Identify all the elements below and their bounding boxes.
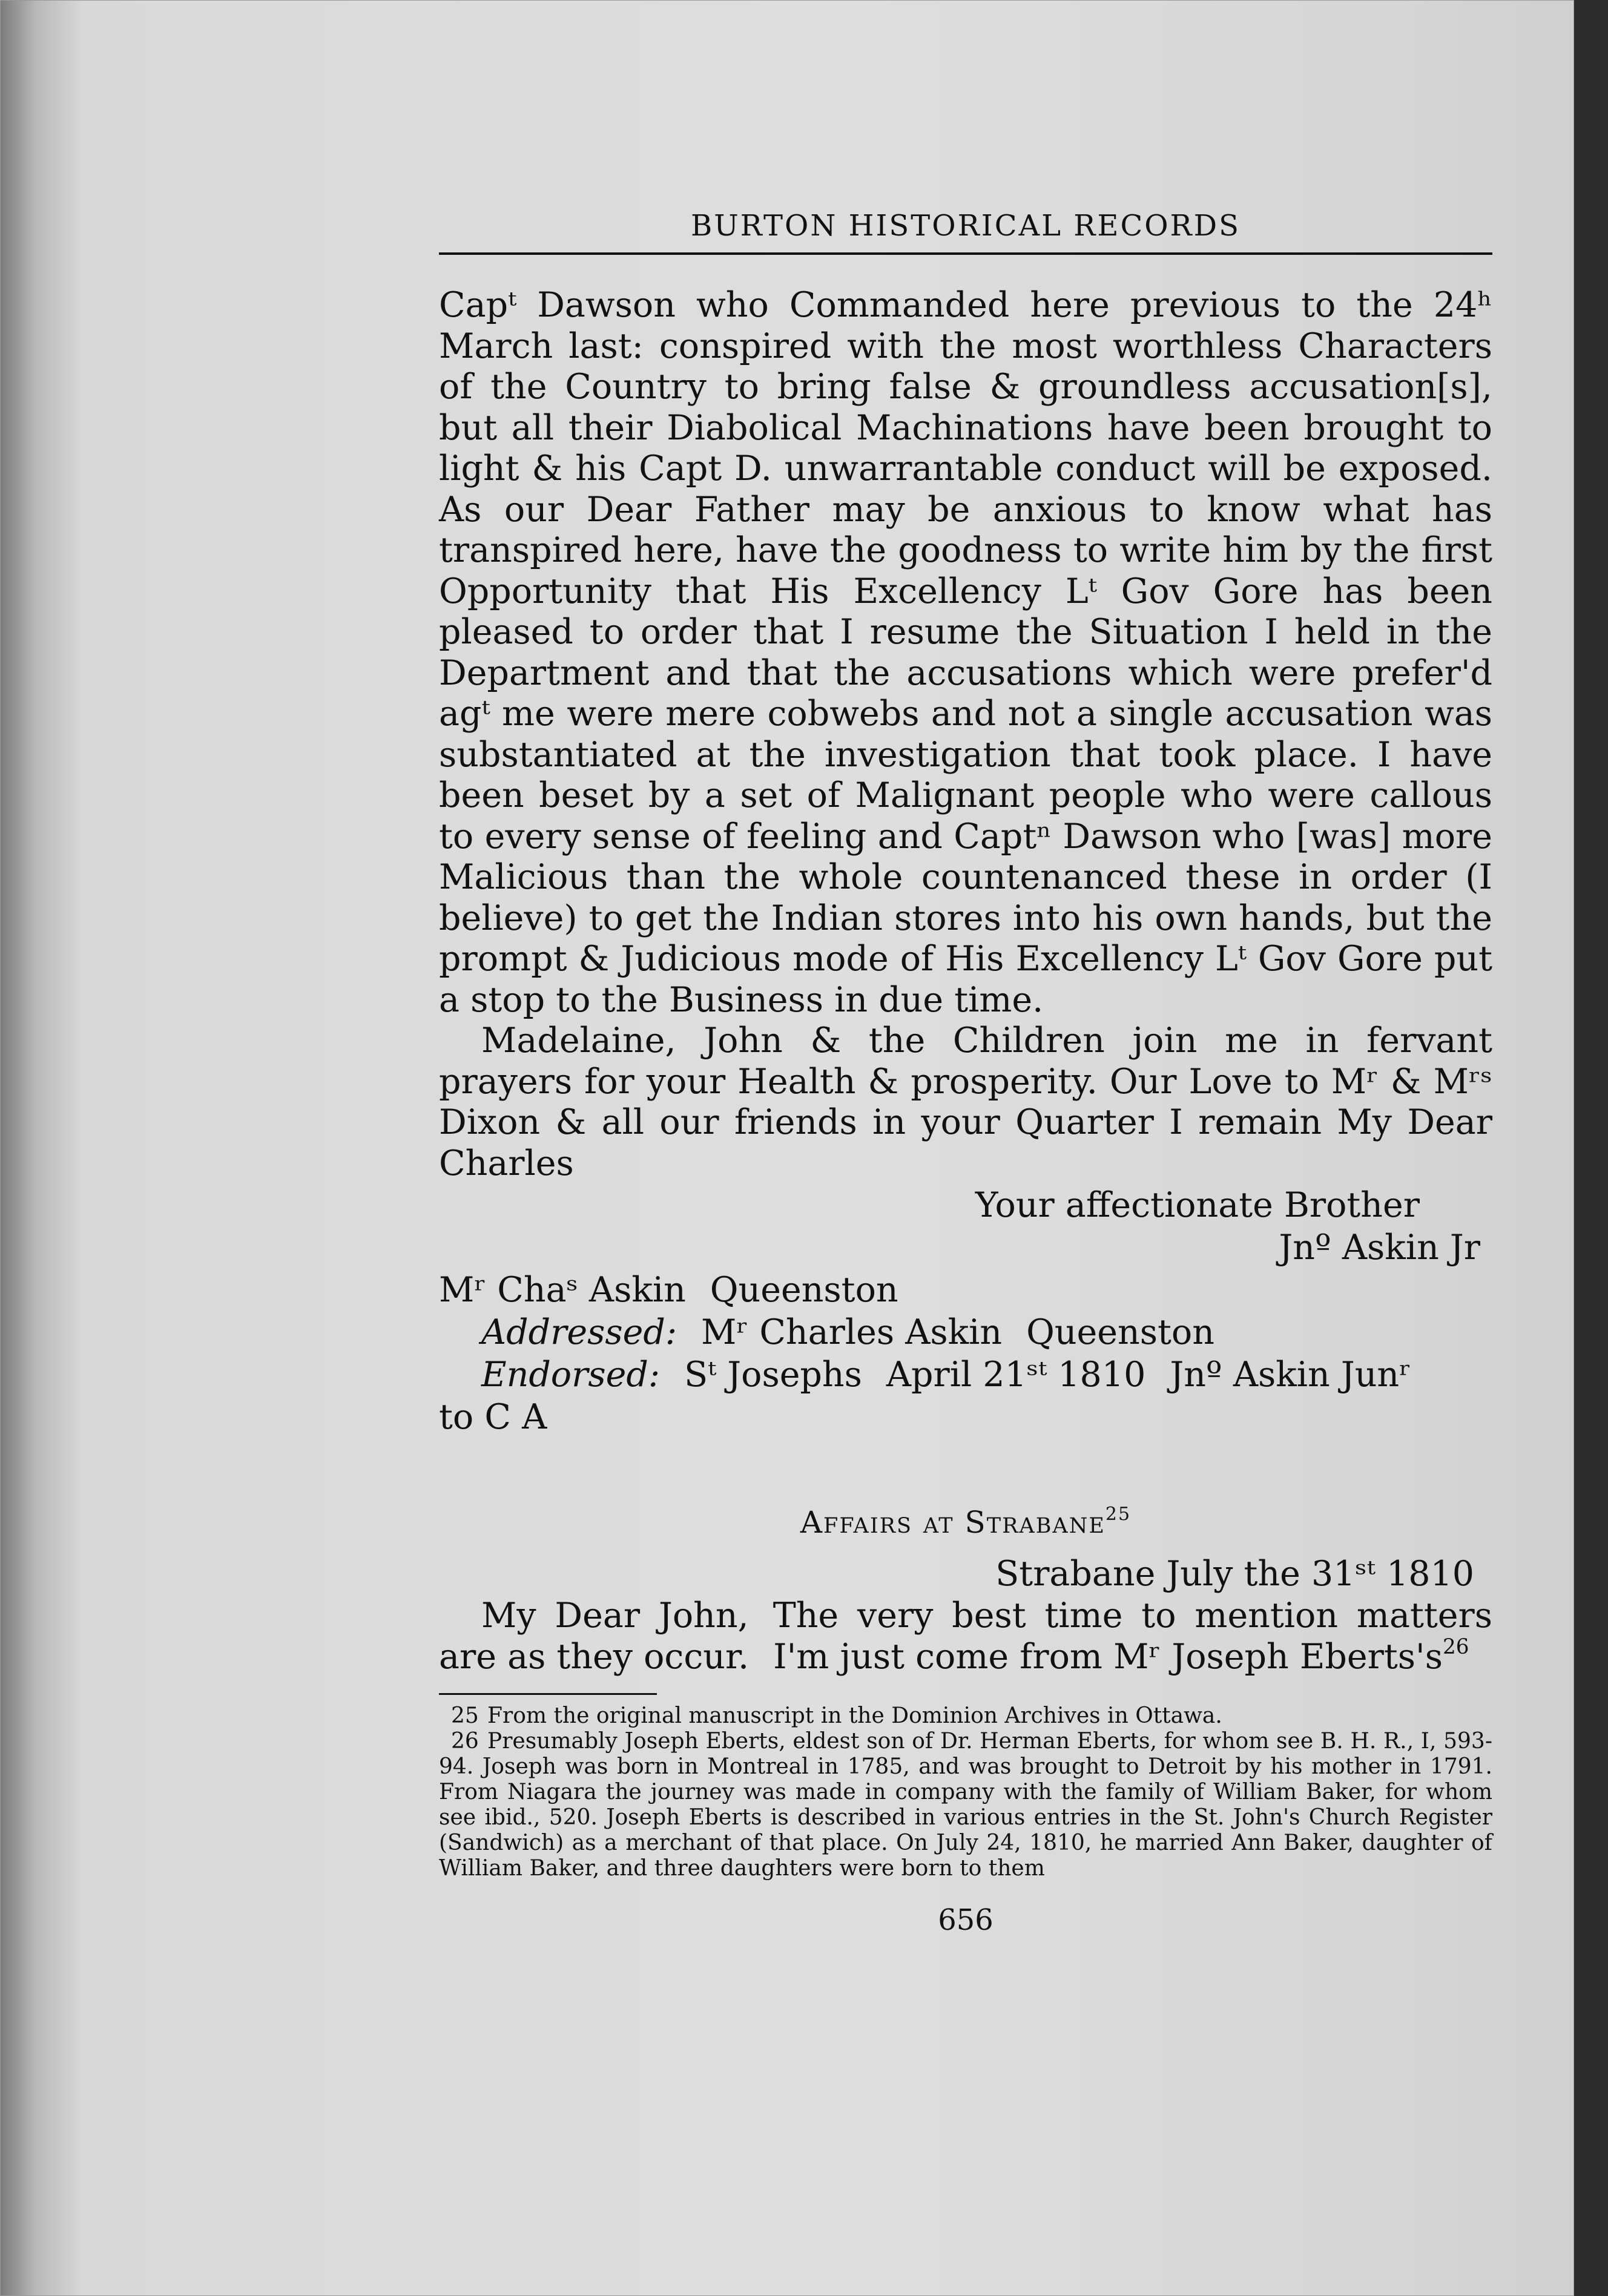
page-number: 656 (938, 1903, 993, 1937)
text-block (439, 209, 1492, 1937)
addressed-label: Addressed: (481, 1312, 677, 1352)
section-note-ref: 25 (1105, 1504, 1132, 1525)
endorsed-place: Sᵗ Josephs (684, 1355, 862, 1395)
endorsed-date: April 21ˢᵗ 1810 (886, 1355, 1146, 1395)
footnote-rule (439, 1693, 657, 1695)
footnote-text: Presumably Joseph Eberts, eldest son of Dr. Herman Eberts, for whom see B. H. R., I, 593-94. Joseph was born in Montreal in 1785, and was brought to Detroit by his mother in 1791. From Niagara the journey was made in company with the family of William Baker, for whom see ibid., 520. Joseph Eberts is described in various entries in the St. John's Church Register (Sandwich) as a merchant of that place. On July 24, 1810, he married Ann Baker, daughter of William Baker, and three daughters were born to them (439, 1729, 1492, 1881)
addressed-place: Queenston (1026, 1312, 1214, 1352)
footnote-25 (439, 1703, 1492, 1729)
endorsed-to: to C A (439, 1397, 547, 1437)
text-note-ref: 26 (1442, 1634, 1469, 1659)
endorsed-label: Endorsed: (481, 1355, 661, 1395)
endorsed-line (439, 1354, 1492, 1396)
letter2-opening (439, 1596, 1492, 1677)
section-title-text: Affairs at Strabane (800, 1505, 1106, 1540)
addressed-name: Mʳ Charles Askin (701, 1312, 1003, 1352)
running-head: BURTON HISTORICAL RECORDS (439, 209, 1492, 255)
footnote-26 (439, 1729, 1492, 1881)
footnote-text: From the original manuscript in the Dominion Archives in Ottawa. (487, 1703, 1222, 1728)
recipient-name: Mʳ Chaˢ Askin (439, 1270, 686, 1310)
section-title (439, 1505, 1492, 1540)
letter2-text-2: are as they occur. (439, 1636, 750, 1677)
footnote-number: 26 (451, 1729, 479, 1754)
letter2-text-3: I'm just come from Mʳ Joseph Eberts's (773, 1636, 1443, 1677)
salutation: My Dear John, (481, 1596, 749, 1636)
endorsed-from: Jnº Askin Junʳ (1170, 1355, 1411, 1395)
letter2-text-1: The very best time to mention matters (773, 1596, 1492, 1636)
letter-paragraph-2: Madelaine, John & the Children join me in fervant prayers for your Health & prosperity. Our Love to Mʳ & Mʳˢ Dixon & all our friends in your Quarter I remain My Dear Charles (439, 1021, 1492, 1183)
dateline: Strabane July the 31ˢᵗ 1810 (995, 1554, 1474, 1594)
recipient-line (439, 1269, 1492, 1311)
letter-paragraph-1: Capᵗ Dawson who Commanded here previous to the 24ʰ March last: conspired with the most worthless Characters of the Country to bring false & groundless accusation[s], but all their Diabolical Machinations have been brought to light & his Capt D. unwarrantable conduct will be exposed. As our Dear Father may be anxious to know what has transpired here, have the goodness to write him by the first Opportunity that His Excellency Lᵗ Gov Gore has been pleased to order that I resume the Situation I held in the Department and that the accusations which were prefer'd agᵗ me were mere cobwebs and not a single accusation was substantiated at the investigation that took place. I have been beset by a set of Malignant people who were callous to every sense of feeling and Captⁿ Dawson who [was] more Malicious than the whole countenanced these in order (I believe) to get the Indian stores into his own hands, but the prompt & Judicious mode of His Excellency Lᵗ Gov Gore put a stop to the Business in due time. (439, 285, 1492, 1020)
recipient-place: Queenston (710, 1270, 898, 1310)
closing: Your affectionate Brother (975, 1185, 1420, 1225)
footnote-number: 25 (451, 1703, 479, 1728)
signature: Jnº Askin Jr (1279, 1228, 1480, 1268)
addressed-line (439, 1311, 1492, 1354)
